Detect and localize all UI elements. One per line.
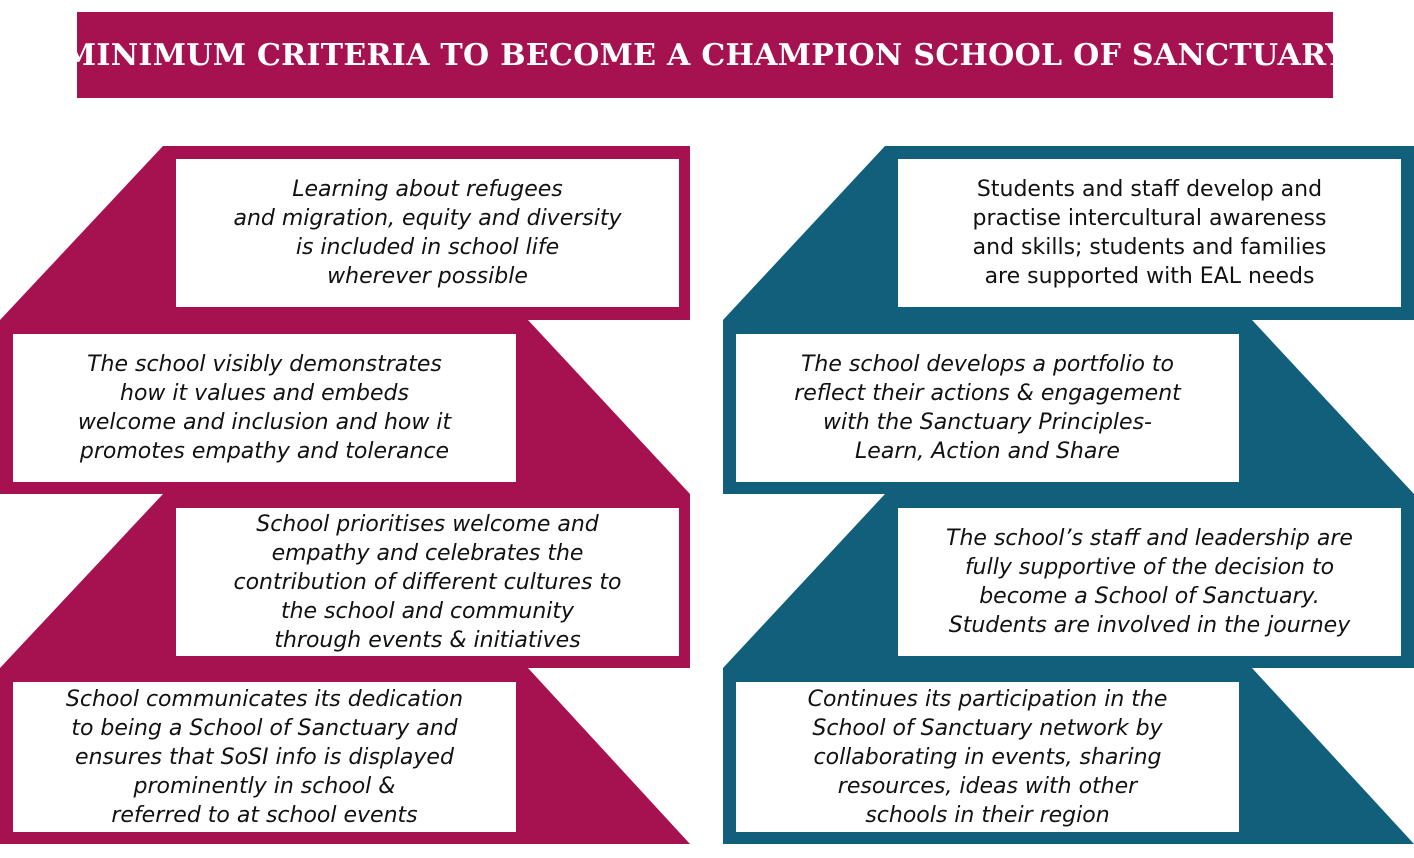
right-box-2-text: The school develops a portfolio to reflect their actions & engagement with the Sanctuary Principles- Learn, Action and Share [794,352,1181,464]
left-box-1 [176,159,679,307]
right-box-4-text: Continues its participation in the School of Sanctuary network by collaborating in events, sharing resources, ideas with other schools in their region [807,686,1168,828]
left-box-1-text: Learning about refugees and migration, equity and diversity is included in school life wherever possible [233,177,622,289]
left-box-2-text: The school visibly demonstrates how it values and embeds welcome and inclusion and how it promotes empathy and tolerance [77,352,452,464]
left-box-4-text: School communicates its dedication to being a School of Sanctuary and ensures that SoSI info is displayed prominently in school & referred to at school events [65,686,464,828]
left-box-3 [176,508,679,656]
right-box-3-text: The school’s staff and leadership are fully supportive of the decision to become a School of Sanctuary. Students are involved in the journey [946,526,1353,638]
right-box-1 [898,159,1401,307]
right-box-3 [898,508,1401,656]
right-box-1-text: Students and staff develop and practise intercultural awareness and skills; students and families are supported with EAL needs [972,177,1327,289]
left-box-4 [13,682,516,832]
right-box-2 [736,334,1239,482]
left-box-3-text: School prioritises welcome and empathy and celebrates the contribution of different cultures to the school and community through events & initiatives [233,511,622,653]
right-box-4 [736,682,1239,832]
page-title: MINIMUM CRITERIA TO BECOME A CHAMPION SCHOOL OF SANCTUARY [62,37,1348,73]
left-box-2 [13,334,516,482]
